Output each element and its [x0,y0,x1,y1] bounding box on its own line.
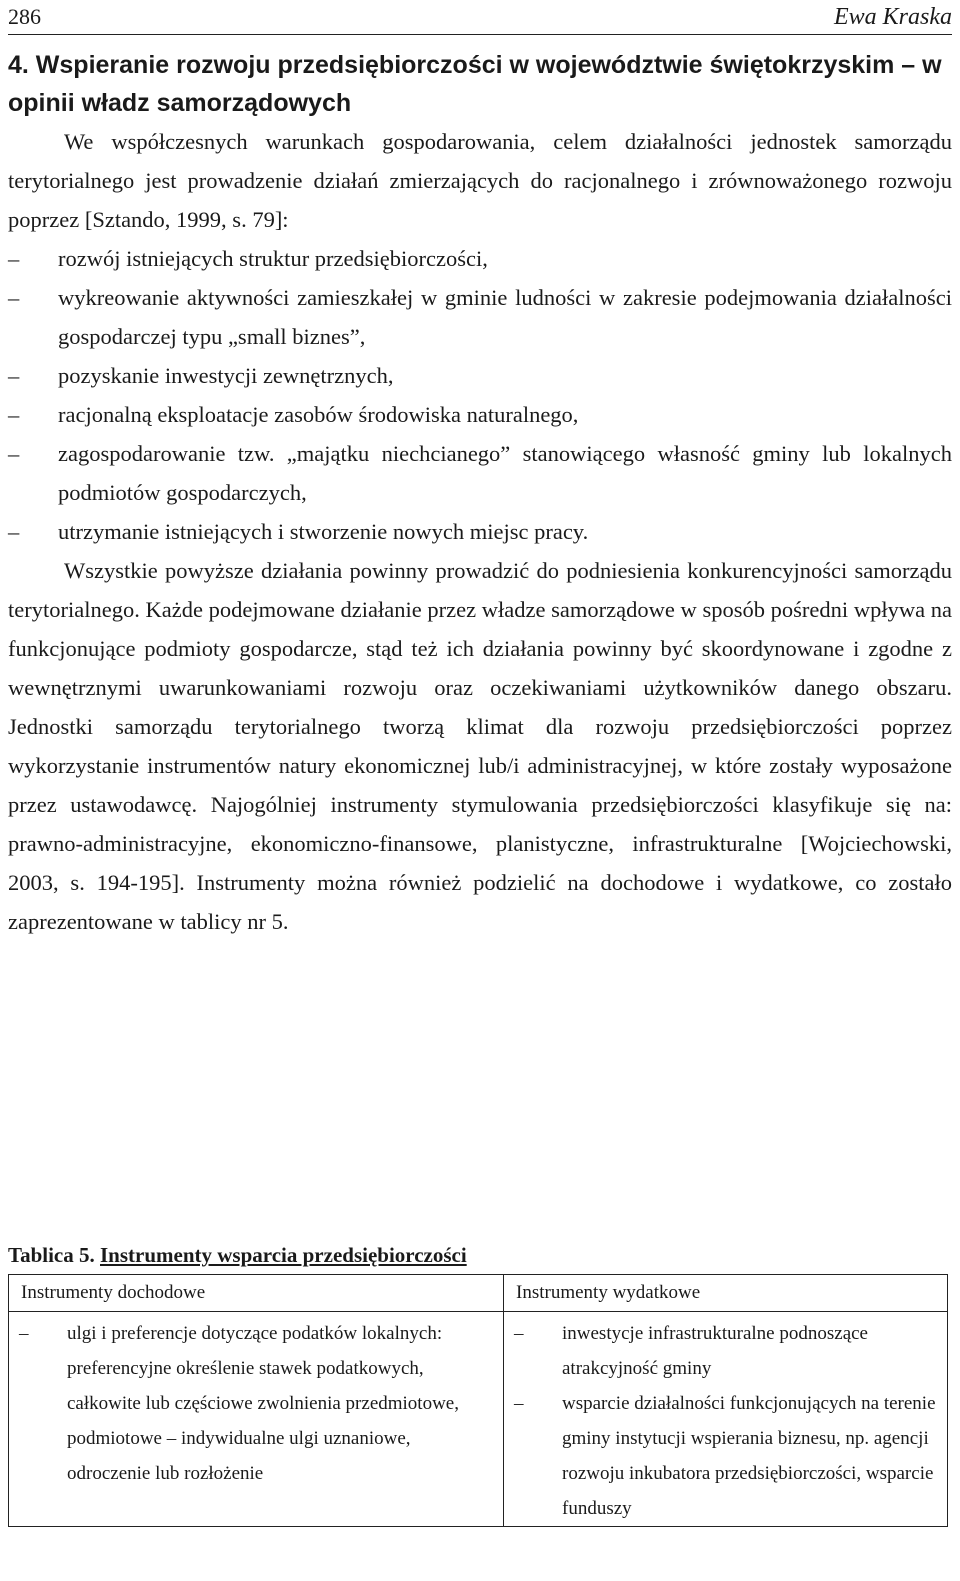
list-item [8,395,952,434]
expense-instruments-list [514,1316,937,1526]
table-caption-title: Instrumenty wsparcia przedsiębiorczości [100,1243,467,1267]
list-item-text: racjonalną eksploatacje zasobów środowiska naturalnego, [58,402,579,427]
table-caption [8,1243,467,1268]
list-item [8,434,952,512]
running-header [8,0,952,35]
income-instruments-cell [9,1312,504,1527]
author-name: Ewa Kraska [833,4,952,30]
list-item [8,239,952,278]
dash-bullet: – [8,363,20,388]
page-number: 286 [8,4,41,29]
dash-bullet: – [514,1393,524,1414]
list-item-text: inwestycje infrastrukturalne podnoszące atrakcyjność gminy [562,1323,868,1379]
table-row [9,1312,948,1527]
intro-paragraph: We współczesnych warunkach gospodarowania, celem działalności jednostek samorządu terytorialnego jest prowadzenie działań zmierzających do racjonalnego i zrównoważonego rozwoju poprzez [Sztando, 1999, s. 79]: [8,129,952,232]
section-heading: 4. Wspieranie rozwoju przedsiębiorczości w województwie świętokrzyskim – w opinii władz samorządowych [8,51,942,117]
list-item [8,512,952,551]
list-item-text: utrzymanie istniejących i stworzenie nowych miejsc pracy. [58,519,589,544]
list-item-text: ulgi i preferencje dotyczące podatków lokalnych: preferencyjne określenie stawek podatkowych, całkowite lub częściowe zwolnienia przedmiotowe, podmiotowe – indywidualne ulgi uznaniowe, odroczenie lub rozłożenie [67,1323,459,1484]
dash-bullet: – [8,519,20,544]
column-header-income: Instrumenty dochodowe [9,1275,504,1312]
table-caption-label: Tablica 5. [8,1243,95,1267]
income-instruments-list [19,1316,493,1491]
list-item-text: wykreowanie aktywności zamieszkałej w gminie ludności w zakresie podejmowania działalności gospodarczej typu „small biznes”, [58,285,952,349]
dash-bullet: – [8,285,20,310]
list-item-text: wsparcie działalności funkcjonujących na terenie gminy instytucji wspierania biznesu, np. agencji rozwoju inkubatora przedsiębiorczości, wsparcie funduszy [562,1393,936,1519]
column-header-expense: Instrumenty wydatkowe [504,1275,948,1312]
dash-bullet: – [8,246,20,271]
body-paragraph: Wszystkie powyższe działania powinny prowadzić do podniesienia konkurencyjności samorządu terytorialnego. Każde podejmowane działanie przez władze samorządowe w sposób pośredni wpływa na funkcjonujące podmioty gospodarcze, stąd też ich działania powinny być skoordynowane i zgodne z wewnętrznymi uwarunkowaniami rozwoju oraz oczekiwaniami użytkowników danego obszaru. Jednostki samorządu terytorialnego tworzą klimat dla rozwoju przedsiębiorczości poprzez wykorzystanie instrumentów natury ekonomicznej lub/i administracyjnej, w które zostały wyposażone przez ustawodawcę. Najogólniej instrumenty stymulowania przedsiębiorczości klasyfikuje się na: prawno-administracyjne, ekonomiczno-finansowe, planistyczne, infrastrukturalne [Wojciechowski, 2003, s. 194-195]. Instrumenty można również podzielić na dochodowe i wydatkowe, co zostało zaprezentowane w tablicy nr 5. [8,558,952,934]
dash-bullet: – [19,1323,29,1344]
dash-bullet: – [8,402,20,427]
dash-bullet: – [514,1323,524,1344]
table-header-row [9,1275,948,1312]
instruments-table [8,1274,948,1527]
list-item-text: rozwój istniejących struktur przedsiębiorczości, [58,246,488,271]
list-item-text: zagospodarowanie tzw. „majątku niechcianego” stanowiącego własność gminy lub lokalnych podmiotów gospodarczych, [58,441,952,505]
list-item [514,1316,937,1386]
main-content [8,46,952,941]
expense-instruments-cell [504,1312,948,1527]
dash-bullet: – [8,441,20,466]
goals-list [8,239,952,551]
list-item [514,1386,937,1526]
list-item-text: pozyskanie inwestycji zewnętrznych, [58,363,394,388]
list-item [8,356,952,395]
list-item [8,278,952,356]
list-item [19,1316,493,1491]
